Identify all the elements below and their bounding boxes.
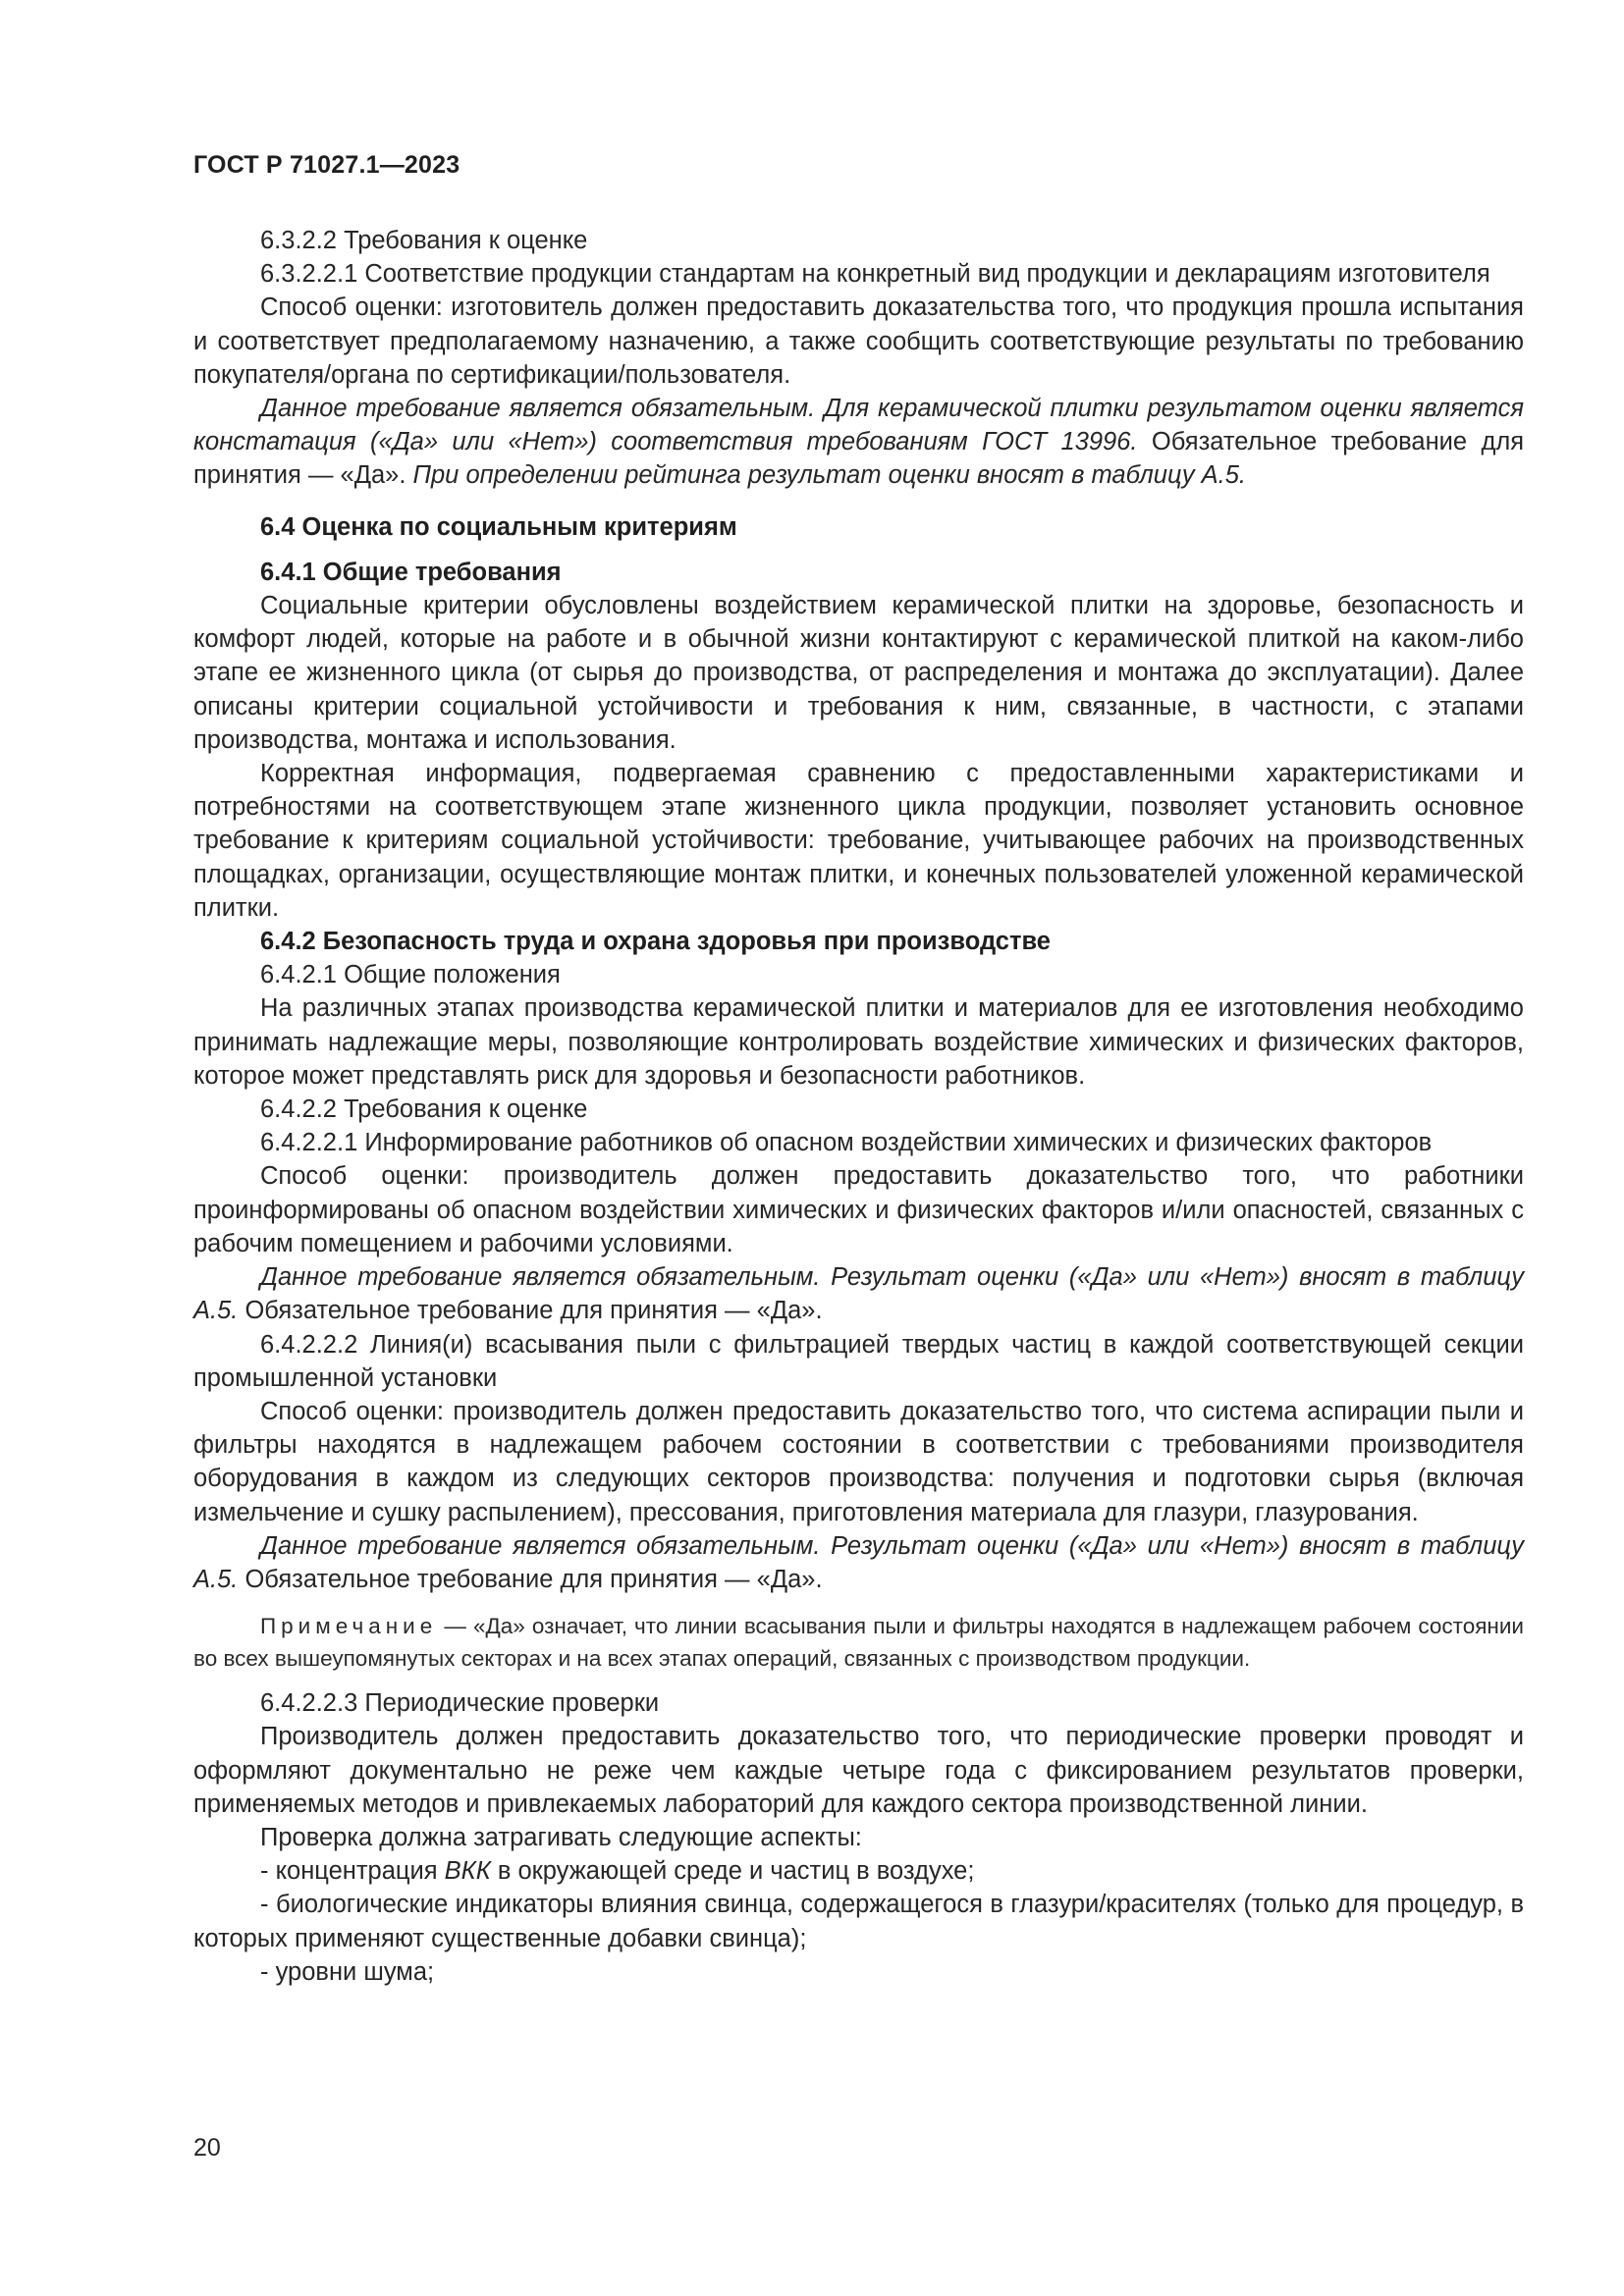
assessment-method-paragraph: Способ оценки: производитель должен предоставить доказательство того, что работники проинформированы об опасном воздействии химических и физических факторов и/или опасностей, связанных с рабочим помещением и рабочими условиями. [193, 1162, 1524, 1257]
clause-title-6-4-2-2-3: 6.4.2.2.3 Периодические проверки [260, 1689, 660, 1718]
section-heading-6-4-2-2: 6.4.2.2 Требования к оценке [260, 1095, 588, 1124]
note [193, 1610, 1524, 1675]
normal-text: Обязательное требование для принятия — «Да». [193, 428, 1525, 490]
mandatory-requirement-paragraph [193, 1260, 1524, 1327]
clause-title-6-3-2-2-1: 6.3.2.2.1 Соответствие продукции стандартам на конкретный вид продукции и декларациям изготовителя [260, 260, 1490, 289]
normal-text: Обязательное требование для принятия — «Да». [238, 1565, 823, 1593]
list-text: в окружающей среде и частиц в воздухе; [490, 1857, 975, 1886]
clause-title-6-4-2-2-1: 6.4.2.2.1 Информирование работников об опасном воздействии химических и физических факторов [260, 1129, 1433, 1157]
section-heading-6-4-2-1: 6.4.2.1 Общие положения [260, 961, 561, 989]
list-text: - концентрация [260, 1857, 445, 1886]
paragraph: Проверка должна затрагивать следующие аспекты: [260, 1823, 862, 1851]
note-text: — «Да» означает, что линии всасывания пыли и фильтры находятся в надлежащем рабочем состоянии во всех вышеупомянутых секторах и на всех этапах операций, связанных с производством продукции. [193, 1614, 1524, 1672]
paragraph: На различных этапах производства керамической плитки и материалов для ее изготовления необходимо принимать надлежащие меры, позволяющие контролировать воздействие химических и физических факторов, которое может представлять риск для здоровья и безопасности работников. [193, 994, 1524, 1090]
body-text [193, 224, 1524, 1989]
list-item: - уровни шума; [260, 1957, 435, 1986]
mandatory-requirement-paragraph [193, 392, 1524, 493]
paragraph: Корректная информация, подвергаемая сравнению с предоставленными характеристиками и потребностями на соответствующем этапе жизненного цикла продукции, позволяет установить основное требование к критериям социальной устойчивости: требование, учитывающее рабочих на производственных площадках, организации, осуществляющие монтаж плитки, и конечных пользователей уложенной керамической плитки. [193, 760, 1524, 922]
mandatory-requirement-paragraph [193, 1529, 1524, 1596]
italic-text: При определении рейтинга результат оценки вносят в таблицу А.5. [412, 461, 1247, 490]
section-heading-6-4: 6.4 Оценка по социальным критериям [260, 512, 737, 541]
italic-text: Данное требование является обязательным. Результат оценки («Да» или «Нет») вносят в таблицу А.5. [193, 1263, 1524, 1325]
section-heading-6-4-2: 6.4.2 Безопасность труда и охрана здоровья при производстве [260, 928, 1051, 956]
list-item: - биологические индикаторы влияния свинца, содержащегося в глазури/красителях (только для процедур, в которых применяют существенные добавки свинца); [193, 1891, 1524, 1952]
italic-text: Данное требование является обязательным. Для керамической плитки результатом оценки является констатация («Да» или «Нет») соответствия требованиям ГОСТ 13996. [193, 395, 1524, 456]
assessment-method-paragraph: Способ оценки: изготовитель должен предоставить доказательства того, что продукция прошла испытания и соответствует предполагаемому назначению, а также сообщить соответствующие результаты по требованию покупателя/органа по сертификации/пользователя. [193, 294, 1524, 389]
document-code-header: ГОСТ Р 71027.1—2023 [193, 151, 460, 179]
normal-text: Обязательное требование для принятия — «Да». [238, 1297, 823, 1325]
clause-title-6-4-2-2-2: 6.4.2.2.2 Линия(и) всасывания пыли с фильтрацией твердых частиц в каждой соответствующей секции промышленной установки [193, 1330, 1524, 1392]
page-number: 20 [193, 2134, 221, 2162]
paragraph: Социальные критерии обусловлены воздействием керамической плитки на здоровье, безопасность и комфорт людей, которые на работе и в обычной жизни контактируют с керамической плиткой на каком-либо этапе ее жизненного цикла (от сырья до производства, от распределения и монтажа до эксплуатации). Далее описаны критерии социальной устойчивости и требования к ним, связанные, в частности, с этапами производства, монтажа и использования. [193, 592, 1524, 754]
paragraph: Производитель должен предоставить доказательство того, что периодические проверки проводят и оформляют документально не реже чем каждые четыре года с фиксированием результатов проверки, применяемых методов и привлекаемых лабораторий для каждого сектора производственной линии. [193, 1723, 1524, 1818]
italic-text: Данное требование является обязательным. Результат оценки («Да» или «Нет») вносят в таблицу А.5. [193, 1531, 1524, 1593]
section-heading-6-3-2-2: 6.3.2.2 Требования к оценке [260, 227, 588, 254]
note-label: Примечание [260, 1614, 438, 1639]
section-heading-6-4-1: 6.4.1 Общие требования [260, 558, 562, 586]
assessment-method-paragraph: Способ оценки: производитель должен предоставить доказательство того, что система аспирации пыли и фильтры находятся в надлежащем рабочем состоянии в соответствии с требованиями производителя оборудования в каждом из следующих секторов производства: получения и подготовки сырья (включая измельчение и сушку распылением), прессования, приготовления материала для глазури, глазурования. [193, 1397, 1524, 1526]
list-item [193, 1854, 1524, 1888]
italic-term: ВКК [444, 1857, 491, 1886]
